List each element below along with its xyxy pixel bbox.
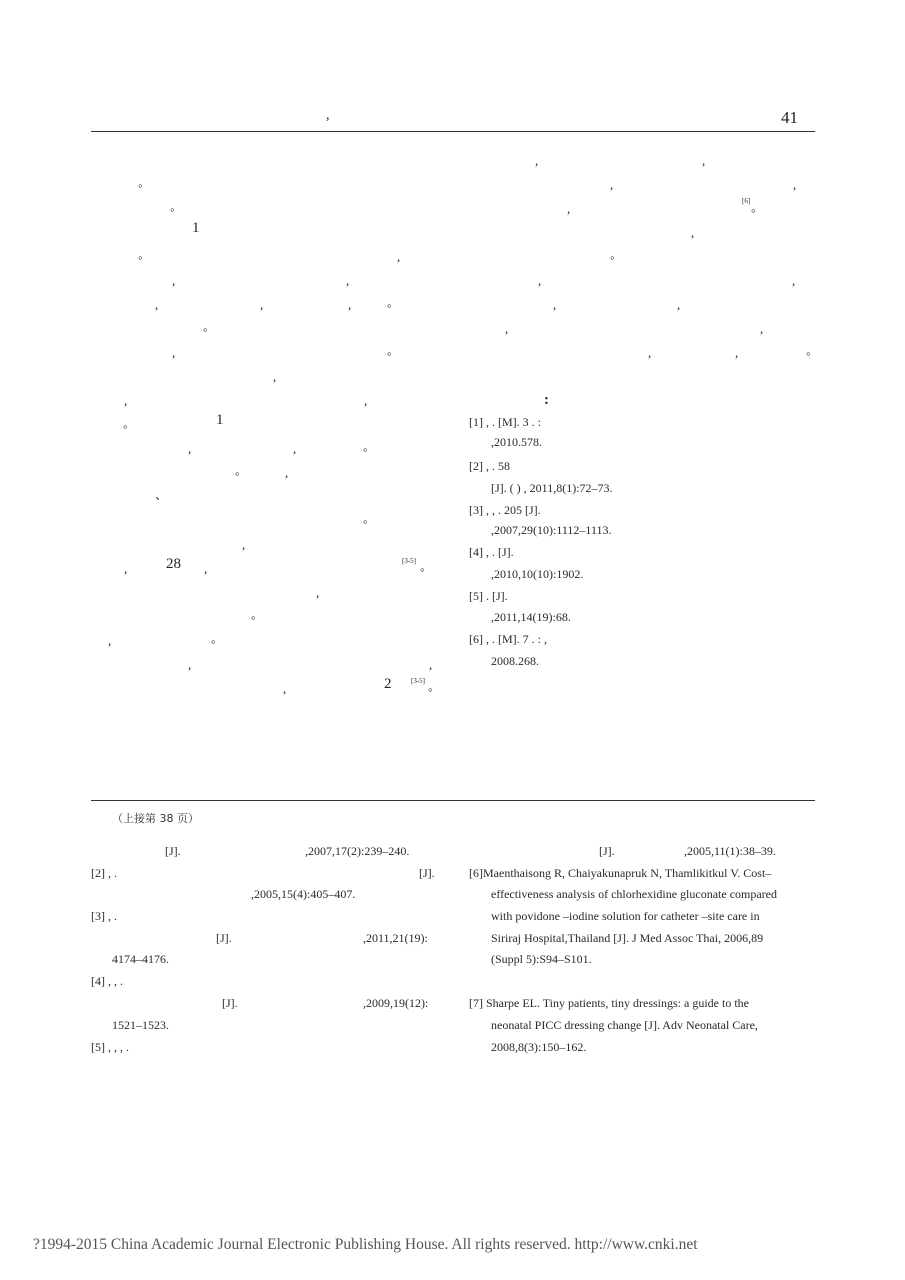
punct-mark: , bbox=[316, 585, 320, 600]
reference-fragment: ,2005,15(4):405–407. bbox=[251, 887, 356, 901]
body-number: 2 bbox=[384, 676, 392, 692]
punct-mark: , bbox=[260, 297, 264, 312]
page-number: 41 bbox=[781, 108, 798, 127]
reference-fragment: 1521–1523. bbox=[112, 1018, 169, 1032]
punct-mark: , bbox=[285, 465, 289, 480]
reference-line: [3] , , . 205 [J]. bbox=[469, 503, 541, 517]
punct-mark: ◦ bbox=[170, 202, 175, 217]
punct-mark: , bbox=[760, 321, 764, 336]
punct-mark: ◦ bbox=[610, 250, 615, 265]
reference-fragment: 4174–4176. bbox=[112, 952, 169, 966]
copyright-footer: ?1994-2015 China Academic Journal Electronic Publishing House. All rights reserved. http://www.cnki.net bbox=[33, 1236, 698, 1253]
reference-line: [5] . [J]. bbox=[469, 589, 508, 603]
reference-fragment: ,2005,11(1):38–39. bbox=[684, 844, 776, 858]
punct-mark: ◦ bbox=[138, 178, 143, 193]
reference-fragment: [J]. bbox=[222, 996, 238, 1010]
reference-fragment: [4] , , . bbox=[91, 974, 123, 988]
punct-mark: ◦ bbox=[428, 682, 433, 697]
reference-line: [6] , . [M]. 7 . : , bbox=[469, 632, 547, 646]
punct-mark: ◦ bbox=[251, 610, 256, 625]
reference-fragment: [5] , , , . bbox=[91, 1040, 129, 1054]
reference-line: [2] , . 58 bbox=[469, 459, 510, 473]
punct-mark: , bbox=[610, 177, 614, 192]
reference-fragment: ,2009,19(12): bbox=[363, 996, 429, 1010]
punct-mark: , bbox=[346, 273, 350, 288]
punct-mark: , bbox=[735, 345, 739, 360]
section-rule bbox=[91, 800, 815, 801]
punct-mark: , bbox=[188, 441, 192, 456]
punct-mark: ◦ bbox=[203, 322, 208, 337]
reference-line: [4] , . [J]. bbox=[469, 545, 514, 559]
punct-mark: , bbox=[538, 273, 542, 288]
punct-mark: , bbox=[691, 225, 695, 240]
reference-line: 2008.268. bbox=[491, 654, 539, 668]
punct-mark: , bbox=[793, 177, 797, 192]
punct-mark: ◦ bbox=[235, 466, 240, 481]
punct-mark: , bbox=[648, 345, 652, 360]
punct-mark: , bbox=[535, 153, 539, 168]
punct-mark: ◦ bbox=[806, 346, 811, 361]
punct-mark: , bbox=[429, 657, 433, 672]
citation-superscript: [6] bbox=[742, 197, 751, 205]
header-comma: , bbox=[326, 108, 330, 123]
reference-line: Siriraj Hospital,Thailand [J]. J Med Assoc Thai, 2006,89 bbox=[491, 931, 764, 945]
punct-mark: , bbox=[273, 369, 277, 384]
reference-fragment: [J]. bbox=[419, 866, 435, 880]
punct-mark: , bbox=[108, 633, 112, 648]
punct-mark: , bbox=[397, 249, 401, 264]
punct-mark: , bbox=[124, 393, 128, 408]
punct-mark: , bbox=[702, 153, 706, 168]
reference-line: neonatal PICC dressing change [J]. Adv Neonatal Care, bbox=[491, 1018, 758, 1032]
punct-mark: , bbox=[204, 561, 208, 576]
punct-mark: 、 bbox=[155, 487, 169, 502]
header-rule bbox=[91, 131, 815, 132]
punct-mark: , bbox=[553, 297, 557, 312]
punct-mark: , bbox=[242, 537, 246, 552]
reference-line: [J]. ( ) , 2011,8(1):72–73. bbox=[491, 481, 613, 495]
punct-mark: ◦ bbox=[138, 250, 143, 265]
body-number: 1 bbox=[192, 220, 200, 236]
punct-mark: , bbox=[348, 297, 352, 312]
reference-fragment: [J]. bbox=[216, 931, 232, 945]
continued-note: （上接第 38 页） bbox=[112, 812, 199, 825]
reference-line: ,2007,29(10):1112–1113. bbox=[491, 523, 612, 537]
punct-mark: , bbox=[677, 297, 681, 312]
punct-mark: ◦ bbox=[751, 203, 756, 218]
reference-fragment: ,2007,17(2):239–240. bbox=[305, 844, 410, 858]
reference-fragment: [J]. bbox=[599, 844, 615, 858]
citation-superscript: [3-5] bbox=[402, 557, 416, 565]
punct-mark: ◦ bbox=[123, 419, 128, 434]
reference-line: 2008,8(3):150–162. bbox=[491, 1040, 587, 1054]
punct-mark: , bbox=[155, 297, 159, 312]
punct-mark: ◦ bbox=[387, 298, 392, 313]
punct-mark: ◦ bbox=[420, 562, 425, 577]
reference-line: effectiveness analysis of chlorhexidine gluconate compared bbox=[491, 887, 778, 901]
punct-mark: , bbox=[567, 201, 571, 216]
reference-line: with povidone –iodine solution for catheter –site care in bbox=[491, 909, 760, 923]
body-number: 28 bbox=[166, 556, 181, 572]
punct-mark: , bbox=[188, 657, 192, 672]
punct-mark: , bbox=[172, 273, 176, 288]
punct-mark: , bbox=[172, 345, 176, 360]
reference-line: [6]Maenthaisong R, Chaiyakunapruk N, Thamlikitkul V. Cost– bbox=[469, 866, 772, 880]
punct-mark: , bbox=[792, 273, 796, 288]
punct-mark: ◦ bbox=[211, 634, 216, 649]
reference-fragment: ,2011,21(19): bbox=[363, 931, 428, 945]
references-heading: : bbox=[544, 392, 549, 408]
reference-line: [1] , . [M]. 3 . : bbox=[469, 415, 541, 429]
punct-mark: , bbox=[293, 441, 297, 456]
reference-fragment: [2] , . bbox=[91, 866, 117, 880]
reference-line: ,2010.578. bbox=[491, 435, 542, 449]
reference-fragment: [3] , . bbox=[91, 909, 117, 923]
punct-mark: ◦ bbox=[363, 442, 368, 457]
reference-line: ,2011,14(19):68. bbox=[491, 610, 571, 624]
reference-line: [7] Sharpe EL. Tiny patients, tiny dressings: a guide to the bbox=[469, 996, 749, 1010]
punct-mark: , bbox=[283, 681, 287, 696]
punct-mark: , bbox=[124, 561, 128, 576]
punct-mark: ◦ bbox=[387, 346, 392, 361]
reference-line: (Suppl 5):S94–S101. bbox=[491, 952, 592, 966]
punct-mark: , bbox=[505, 321, 509, 336]
citation-superscript: [3-5] bbox=[411, 677, 425, 685]
punct-mark: , bbox=[364, 393, 368, 408]
reference-fragment: [J]. bbox=[165, 844, 181, 858]
punct-mark: ◦ bbox=[363, 514, 368, 529]
body-number: 1 bbox=[216, 412, 224, 428]
reference-line: ,2010,10(10):1902. bbox=[491, 567, 584, 581]
